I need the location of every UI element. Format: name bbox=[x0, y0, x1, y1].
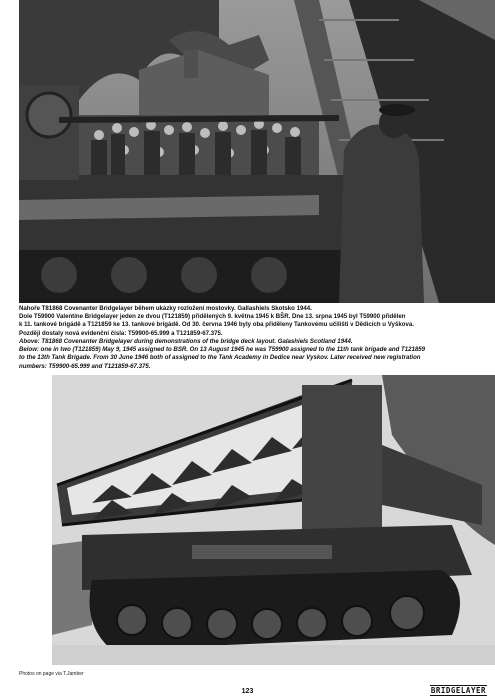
caption-czech-line: Dole T59900 Valentine Bridgelayer jeden ze dvou (T121859) přidělených 9. května 1945 k BŠR. Dne 13. srpna 1945 byl T59900 přidělen bbox=[19, 313, 406, 321]
page-number: 123 bbox=[241, 688, 254, 695]
caption-english-line: Below: one in two (T121859) May 9, 1945 assigned to BSR. On 13 August 1945 he was T59900 assigned to the 11th tank brigade and T121859 bbox=[19, 346, 426, 354]
caption-english bbox=[19, 338, 485, 371]
bottom-photo-valentine-bridgelayer bbox=[52, 375, 495, 665]
photo-credit: Photos on page via T.Jamber bbox=[19, 671, 84, 677]
caption-english-line: numbers: T59900-65.999 and T121859-67.375. bbox=[19, 362, 151, 370]
bridgelayer-logo: BRIDGELAYER bbox=[430, 686, 486, 695]
caption-english-line: Above: T81868 Covenanter Bridgelayer during demonstrations of the bridge deck layout. Galashiels Scotland 1944. bbox=[19, 338, 353, 345]
caption-czech bbox=[19, 305, 485, 338]
top-photo-image bbox=[19, 0, 495, 303]
top-photo-covenanter-bridgelayer bbox=[19, 0, 495, 303]
caption-czech-line: Později dostaly nová evidenční čísla: T59900-65.999 a T121859-67.375. bbox=[19, 329, 223, 337]
caption-czech-line: Nahoře T81868 Covenanter Bridgelayer během ukázky rozložení mostovky. Gallashiels Skotsko 1944. bbox=[19, 305, 312, 312]
caption-english-line: to the 13th Tank Brigade. From 30 June 1946 both of assigned to the Tank Academy in Dedice near Vyskov. Later received new registration bbox=[19, 354, 421, 362]
bottom-photo-image bbox=[52, 375, 495, 665]
caption-czech-line: k 11. tankové brigádě a T121859 ke 13. tankové brigádě. Od 30. června 1946 byly oba přiděleny Tankovému učilišti v Dědicích u Vyškova. bbox=[19, 321, 414, 329]
